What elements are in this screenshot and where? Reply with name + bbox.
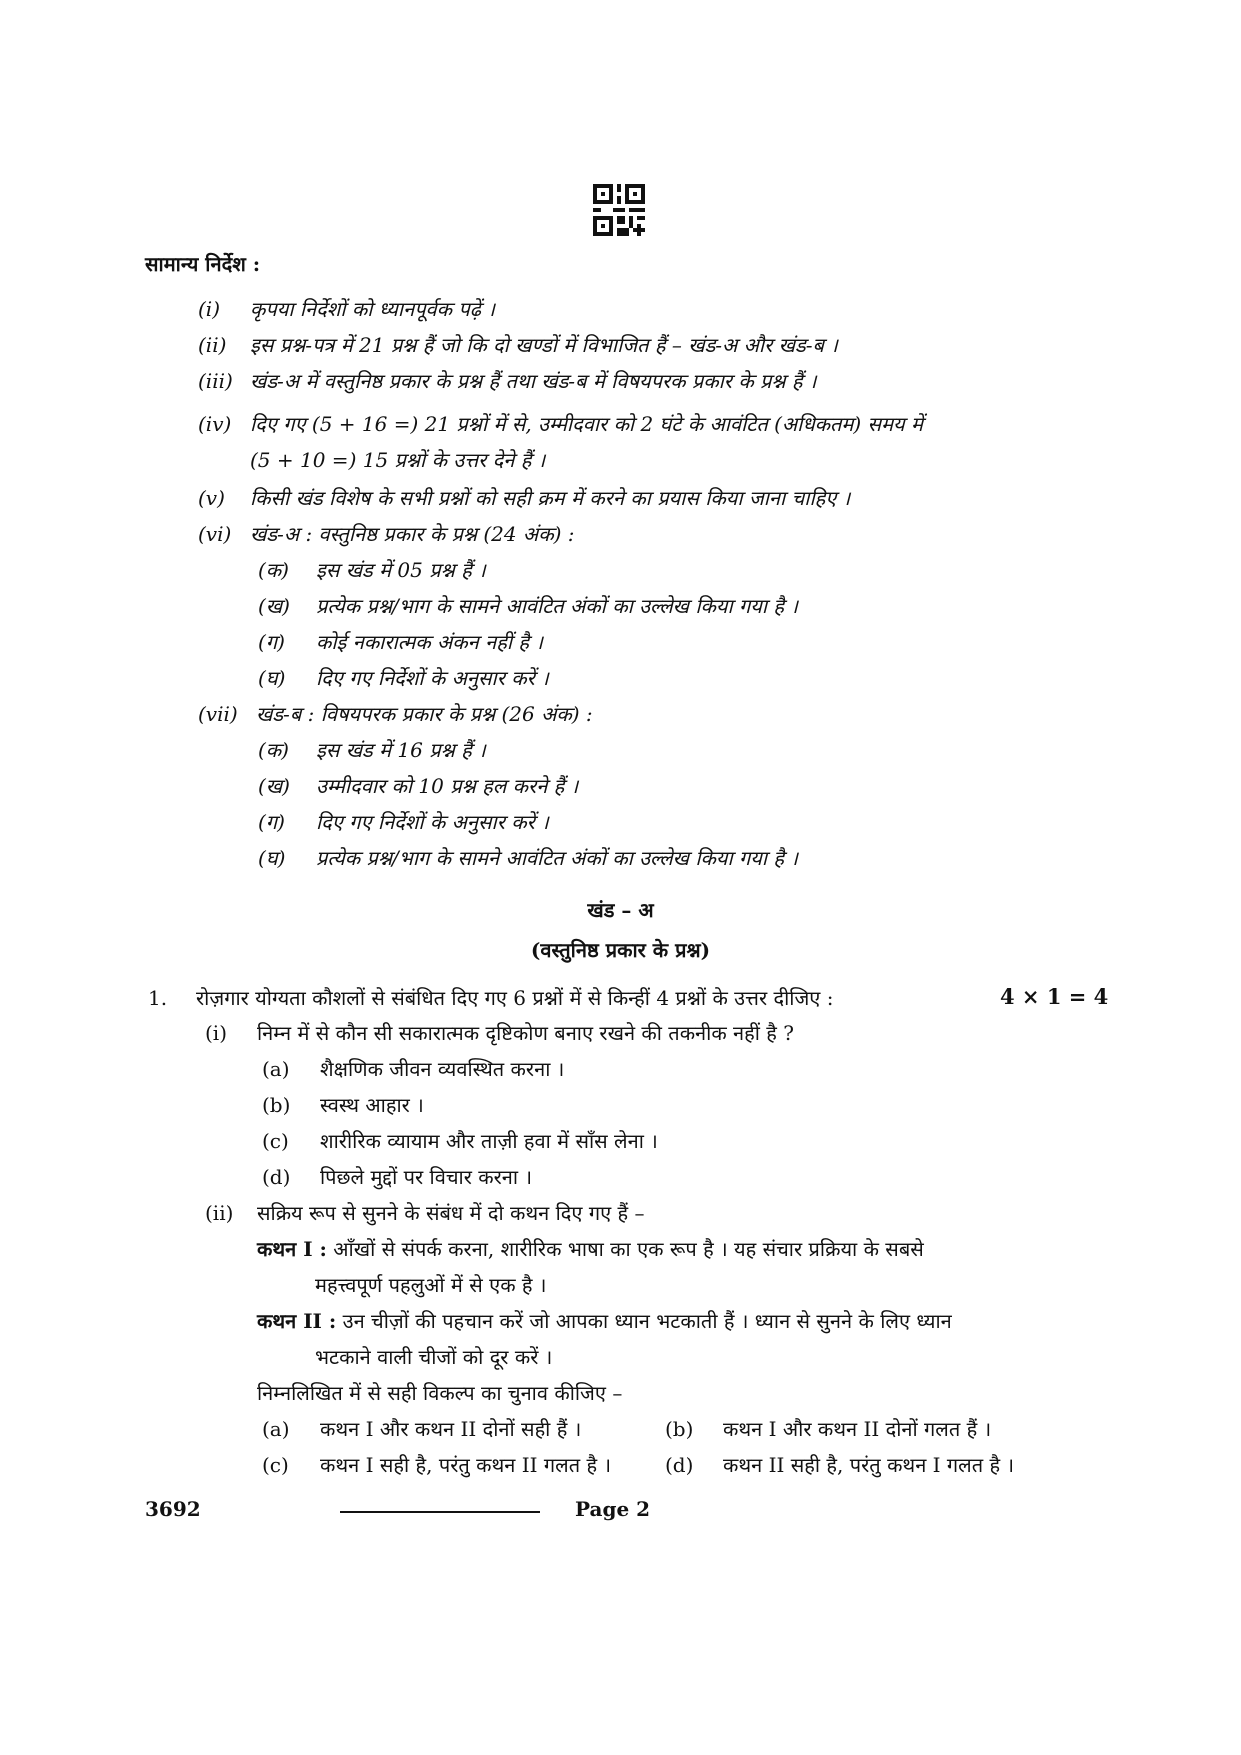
footer-divider <box>340 1511 540 1513</box>
sub-item-text: उम्मीदवार को 10 प्रश्न हल करने हैं । <box>316 774 579 798</box>
option-d <box>262 1163 532 1191</box>
part-text: सक्रिय रूप से सुनने के संबंध में दो कथन दिए गए हैं – <box>257 1201 645 1225</box>
qr-code-icon <box>593 184 645 236</box>
general-instructions-heading: सामान्य निर्देश : <box>145 252 261 276</box>
part-num: (ii) <box>205 1201 234 1225</box>
question-1 <box>148 984 833 1012</box>
section-b-item-2 <box>258 772 578 800</box>
question-num: 1. <box>148 986 168 1010</box>
option-text: कथन I और कथन II दोनों सही हैं । <box>320 1417 582 1441</box>
sub-item-num: (ख) <box>258 774 290 798</box>
instruction-text: दिए गए (5 + 16 =) 21 प्रश्नों में से, उम्मीदवार को 2 घंटे के आवंटित (अधिकतम) समय में <box>250 412 923 436</box>
sub-item-text: प्रत्येक प्रश्न/भाग के सामने आवंटित अंकों का उल्लेख किया गया है । <box>316 594 798 618</box>
statement-2-continued: भटकाने वाली चीजों को दूर करें । <box>315 1345 553 1369</box>
option-num: (a) <box>262 1417 290 1441</box>
sub-item-text: दिए गए निर्देशों के अनुसार करें । <box>316 666 549 690</box>
sub-item-text: प्रत्येक प्रश्न/भाग के सामने आवंटित अंकों का उल्लेख किया गया है । <box>316 846 798 870</box>
question-marks: 4 × 1 = 4 <box>1000 984 1109 1009</box>
section-b-item-4 <box>258 844 798 872</box>
instruction-text: किसी खंड विशेष के सभी प्रश्नों को सही क्रम में करने का प्रयास किया जाना चाहिए । <box>250 486 851 510</box>
option-text: शारीरिक व्यायाम और ताज़ी हवा में साँस लेना । <box>320 1129 658 1153</box>
section-a-item-3 <box>258 628 543 656</box>
option-text: कथन I सही है, परंतु कथन II गलत है । <box>320 1453 612 1477</box>
option-num: (c) <box>262 1453 289 1477</box>
instruction-text: इस प्रश्न-पत्र में 21 प्रश्न हैं जो कि दो खण्डों में विभाजित हैं – खंड-अ और खंड-ब । <box>250 333 838 357</box>
option-a <box>262 1055 564 1083</box>
instruction-6 <box>198 520 574 548</box>
option-num: (c) <box>262 1129 289 1153</box>
option-text: कथन II सही है, परंतु कथन I गलत है । <box>723 1453 1015 1477</box>
instruction-7 <box>198 700 593 728</box>
instruction-num: (iii) <box>198 369 233 393</box>
page-number: Page 2 <box>575 1497 651 1521</box>
sub-item-num: (ग) <box>258 810 285 834</box>
statement-1-continued: महत्त्वपूर्ण पहलुओं में से एक है । <box>315 1273 547 1297</box>
part-text: निम्न में से कौन सी सकारात्मक दृष्टिकोण बनाए रखने की तकनीक नहीं है ? <box>257 1021 795 1045</box>
option-text: शैक्षणिक जीवन व्यवस्थित करना । <box>320 1057 565 1081</box>
sub-item-text: दिए गए निर्देशों के अनुसार करें । <box>316 810 549 834</box>
option-num: (d) <box>262 1165 291 1189</box>
statement-text: उन चीज़ों की पहचान करें जो आपका ध्यान भटकाती हैं । ध्यान से सुनने के लिए ध्यान <box>342 1309 952 1333</box>
instruction-num: (iv) <box>198 412 232 436</box>
instruction-2 <box>198 331 838 359</box>
question-part-ii <box>205 1199 645 1227</box>
question-text: रोज़गार योग्यता कौशलों से संबंधित दिए गए 6 प्रश्नों में से किन्हीं 4 प्रश्नों के उत्तर दीजिए : <box>196 986 834 1010</box>
instruction-text: खंड-अ : वस्तुनिष्ठ प्रकार के प्रश्न (24 अंक) : <box>250 522 575 546</box>
instruction-num: (v) <box>198 486 225 510</box>
part-num: (i) <box>205 1021 228 1045</box>
statement-1 <box>257 1235 924 1263</box>
sub-item-num: (क) <box>258 558 289 582</box>
option-num: (b) <box>665 1417 694 1441</box>
instruction-num: (vii) <box>198 702 238 726</box>
option-text: स्वस्थ आहार । <box>320 1093 424 1117</box>
choose-instruction: निम्नलिखित में से सही विकल्प का चुनाव कीजिए – <box>257 1381 623 1405</box>
instruction-text: कृपया निर्देशों को ध्यानपूर्वक पढ़ें । <box>250 297 495 321</box>
sub-item-text: इस खंड में 16 प्रश्न हैं । <box>316 738 486 762</box>
instruction-num: (i) <box>198 297 221 321</box>
instruction-1 <box>198 295 495 323</box>
option-ii-b <box>665 1415 991 1443</box>
option-num: (b) <box>262 1093 291 1117</box>
option-num: (d) <box>665 1453 694 1477</box>
option-num: (a) <box>262 1057 290 1081</box>
statement-label: कथन II : <box>257 1309 337 1333</box>
section-a-item-4 <box>258 664 549 692</box>
option-ii-c <box>262 1451 611 1479</box>
instruction-5 <box>198 484 850 512</box>
option-ii-a <box>262 1415 581 1443</box>
section-a-item-2 <box>258 592 798 620</box>
sub-item-num: (घ) <box>258 846 286 870</box>
option-ii-d <box>665 1451 1014 1479</box>
section-b-item-1 <box>258 736 486 764</box>
sub-item-text: इस खंड में 05 प्रश्न हैं । <box>316 558 486 582</box>
section-a-item-1 <box>258 556 486 584</box>
instruction-text: खंड-अ में वस्तुनिष्ठ प्रकार के प्रश्न हैं तथा खंड-ब में विषयपरक प्रकार के प्रश्न हैं । <box>250 369 817 393</box>
instruction-4 <box>198 410 923 438</box>
statement-text: आँखों से संपर्क करना, शारीरिक भाषा का एक रूप है । यह संचार प्रक्रिया के सबसे <box>333 1237 924 1261</box>
option-text: पिछले मुद्दों पर विचार करना । <box>320 1165 533 1189</box>
sub-item-text: कोई नकारात्मक अंकन नहीं है । <box>316 630 543 654</box>
paper-code: 3692 <box>145 1497 201 1521</box>
instruction-num: (ii) <box>198 333 227 357</box>
option-b <box>262 1091 424 1119</box>
sub-item-num: (ग) <box>258 630 285 654</box>
section-subtitle: (वस्तुनिष्ठ प्रकार के प्रश्न) <box>530 938 711 962</box>
sub-item-num: (ख) <box>258 594 290 618</box>
instruction-4-continued: (5 + 10 =) 15 प्रश्नों के उत्तर देने हैं । <box>250 448 546 472</box>
question-part-i <box>205 1019 794 1047</box>
sub-item-num: (घ) <box>258 666 286 690</box>
option-c <box>262 1127 658 1155</box>
section-b-item-3 <box>258 808 549 836</box>
instruction-3 <box>198 367 816 395</box>
instruction-text: खंड-ब : विषयपरक प्रकार के प्रश्न (26 अंक) : <box>256 702 593 726</box>
section-title: खंड – अ <box>587 898 654 922</box>
sub-item-num: (क) <box>258 738 289 762</box>
instruction-num: (vi) <box>198 522 232 546</box>
statement-2 <box>257 1307 952 1335</box>
option-text: कथन I और कथन II दोनों गलत हैं । <box>723 1417 992 1441</box>
statement-label: कथन I : <box>257 1237 327 1261</box>
